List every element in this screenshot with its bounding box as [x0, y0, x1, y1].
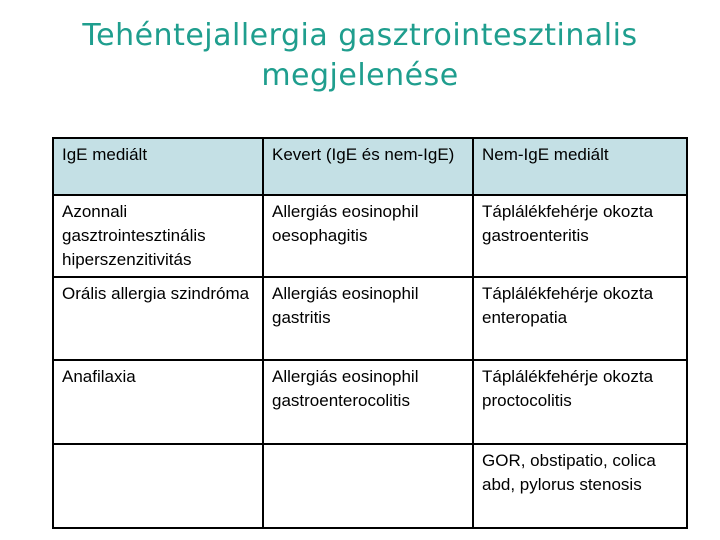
table-cell: Allergiás eosinophil gastroenterocolitis — [263, 360, 473, 444]
table-cell: Táplálékfehérje okozta proctocolitis — [473, 360, 687, 444]
table-cell: Allergiás eosinophil gastritis — [263, 277, 473, 360]
table-cell: Allergiás eosinophil oesophagitis — [263, 195, 473, 277]
table-row — [53, 444, 687, 528]
slide-title-line-1: Tehéntejallergia gasztrointesztinalis — [82, 18, 638, 53]
header-mixed: Kevert (IgE és nem-IgE) — [263, 138, 473, 195]
table-cell — [263, 444, 473, 528]
table-cell: GOR, obstipatio, colica abd, pylorus stenosis — [473, 444, 687, 528]
table-cell — [53, 444, 263, 528]
allergy-table — [52, 137, 688, 529]
slide-title — [40, 16, 680, 96]
table-cell: Anafilaxia — [53, 360, 263, 444]
table-row — [53, 277, 687, 360]
table-cell: Azonnali gasztrointesztinális hiperszenzitivitás — [53, 195, 263, 277]
table-row — [53, 360, 687, 444]
table-cell: Táplálékfehérje okozta gastroenteritis — [473, 195, 687, 277]
slide-title-line-2: megjelenése — [261, 58, 459, 93]
header-non-ige-mediated: Nem-IgE mediált — [473, 138, 687, 195]
table-header-row — [53, 138, 687, 195]
table-row — [53, 195, 687, 277]
header-ige-mediated: IgE mediált — [53, 138, 263, 195]
table-cell: Orális allergia szindróma — [53, 277, 263, 360]
table-cell: Táplálékfehérje okozta enteropatia — [473, 277, 687, 360]
